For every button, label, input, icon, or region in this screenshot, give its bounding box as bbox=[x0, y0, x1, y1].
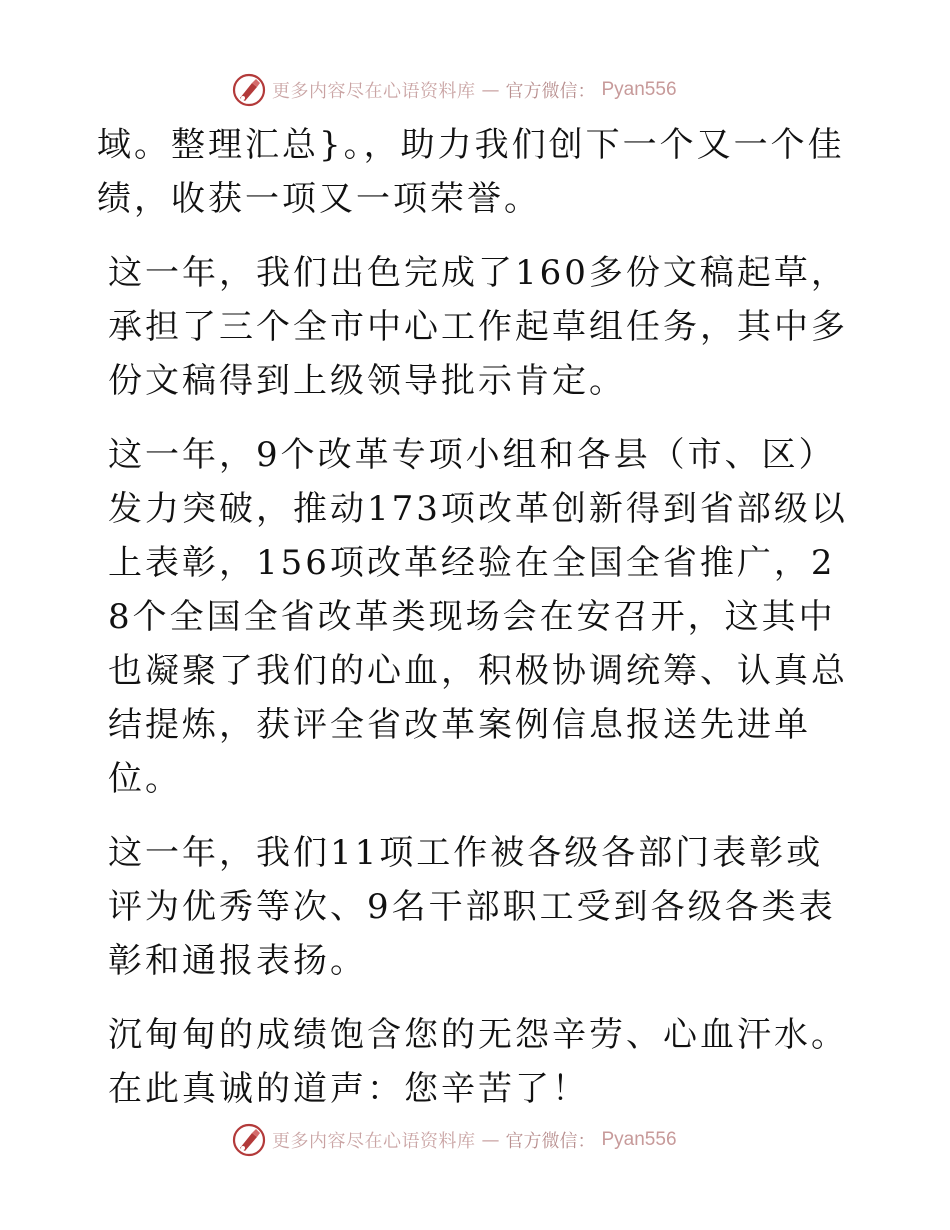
header-watermark bbox=[232, 72, 677, 108]
watermark-label: 官方微信： bbox=[505, 81, 596, 102]
watermark-separator: — bbox=[481, 1129, 500, 1151]
paragraph-3: 这一年，9个改革专项小组和各县（市、区）发力突破，推动173项改革创新得到省部级以上表彰，156项改革经验在全国全省推广，28个全国全省改革类现场会在安召开，这其中也凝聚了我们的心血，积极协调统筹、认真总结提炼，获评全省改革案例信息报送先进单位。 bbox=[108, 435, 848, 799]
paragraph-1: 域。整理汇总}。，助力我们创下一个又一个佳绩，收获一项又一项荣誉。 bbox=[97, 125, 845, 219]
pen-logo-icon bbox=[232, 73, 266, 107]
paragraph-2: 这一年，我们出色完成了160多份文稿起草，承担了三个全市中心工作起草组任务，其中多份文稿得到上级领导批示肯定。 bbox=[108, 253, 848, 401]
pen-logo-icon bbox=[232, 1123, 266, 1157]
watermark-separator: — bbox=[481, 79, 500, 101]
paragraph-4: 这一年，我们11项工作被各级各部门表彰或评为优秀等次、9名干部职工受到各级各类表彰和通报表扬。 bbox=[108, 833, 836, 981]
watermark-text: 更多内容尽在心语资料库 bbox=[272, 1131, 476, 1152]
paragraph-5: 沉甸甸的成绩饱含您的无怨辛劳、心血汗水。在此真诚的道声：您辛苦了！ bbox=[108, 1015, 848, 1109]
watermark-text: 更多内容尽在心语资料库 bbox=[272, 81, 476, 102]
watermark-id: Pyan556 bbox=[601, 1129, 677, 1150]
watermark-label: 官方微信： bbox=[505, 1131, 596, 1152]
document-body bbox=[97, 118, 857, 1116]
footer-watermark bbox=[232, 1122, 677, 1158]
watermark-id: Pyan556 bbox=[601, 79, 677, 100]
